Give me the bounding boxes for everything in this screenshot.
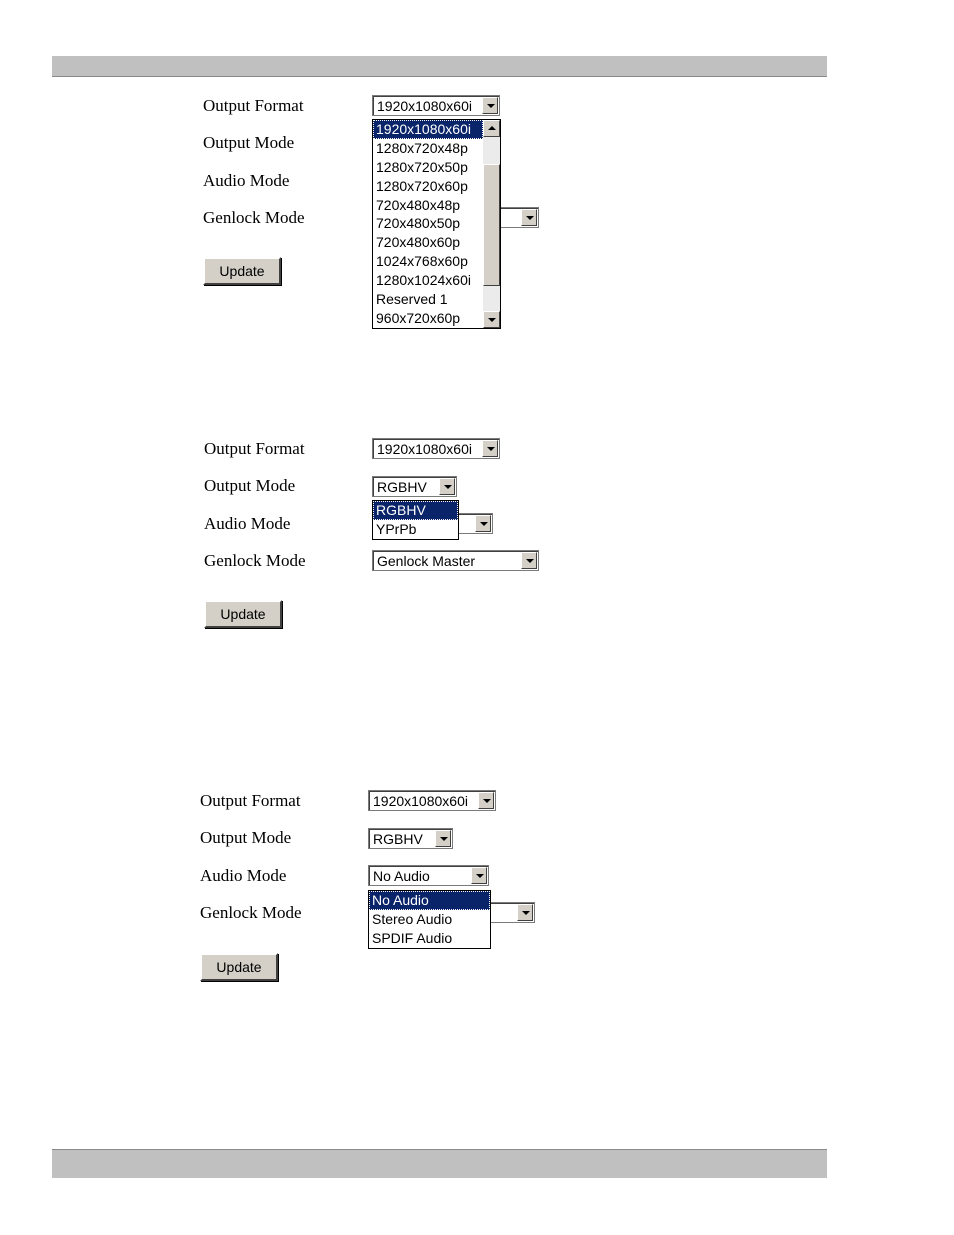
chevron-down-icon[interactable]: [475, 515, 491, 532]
option-list: [373, 120, 483, 328]
audio-mode-label: Audio Mode: [204, 514, 291, 533]
update-button[interactable]: Update: [200, 953, 278, 981]
scroll-down-icon[interactable]: [483, 311, 500, 328]
scroll-up-icon[interactable]: [483, 120, 500, 137]
panel-audio-mode-open: [200, 789, 540, 989]
list-item[interactable]: 720x480x50p: [376, 215, 461, 232]
list-item[interactable]: Reserved 1: [376, 291, 448, 308]
genlock-mode-value: Genlock Master: [377, 553, 476, 569]
output-mode-label: Output Mode: [203, 133, 295, 152]
update-button[interactable]: Update: [203, 257, 281, 285]
footer-bar: [52, 1149, 827, 1178]
audio-mode-label: Audio Mode: [203, 171, 290, 190]
output-mode-select[interactable]: [372, 476, 457, 497]
scroll-thumb[interactable]: [483, 164, 500, 286]
output-format-select[interactable]: [368, 790, 496, 811]
audio-mode-dropdown-list[interactable]: [368, 890, 491, 949]
chevron-down-icon[interactable]: [482, 440, 498, 457]
output-format-label: Output Format: [203, 96, 304, 115]
list-item[interactable]: 1280x720x60p: [376, 177, 468, 194]
output-mode-label: Output Mode: [204, 476, 296, 495]
list-item[interactable]: 1280x720x50p: [376, 158, 468, 175]
output-format-value: 1920x1080x60i: [377, 98, 472, 114]
header-bar: [52, 56, 827, 77]
genlock-mode-select[interactable]: [372, 550, 539, 571]
list-item[interactable]: Stereo Audio: [372, 910, 453, 927]
chevron-down-icon[interactable]: [478, 792, 494, 809]
genlock-mode-label: Genlock Mode: [204, 551, 306, 570]
output-format-dropdown-list[interactable]: [372, 119, 501, 329]
audio-mode-value: No Audio: [373, 868, 430, 884]
list-item[interactable]: 1280x1024x60i: [376, 272, 471, 289]
genlock-mode-label: Genlock Mode: [203, 208, 305, 227]
list-item[interactable]: 1280x720x48p: [376, 139, 468, 156]
output-format-label: Output Format: [200, 791, 301, 810]
output-format-select[interactable]: [372, 95, 500, 116]
chevron-down-icon[interactable]: [517, 904, 533, 921]
update-button[interactable]: Update: [204, 600, 282, 628]
list-item[interactable]: No Audio: [369, 891, 490, 910]
list-item[interactable]: SPDIF Audio: [372, 929, 453, 946]
list-item[interactable]: RGBHV: [373, 501, 458, 520]
output-format-label: Output Format: [204, 439, 305, 458]
chevron-down-icon[interactable]: [521, 552, 537, 569]
list-item[interactable]: 1920x1080x60i: [373, 120, 483, 139]
output-format-select[interactable]: [372, 438, 500, 459]
list-item[interactable]: 720x480x60p: [376, 234, 461, 251]
audio-mode-label: Audio Mode: [200, 866, 287, 885]
output-format-value: 1920x1080x60i: [377, 441, 472, 457]
chevron-down-icon[interactable]: [521, 209, 537, 226]
output-mode-value: RGBHV: [377, 479, 427, 495]
output-mode-dropdown-list[interactable]: [372, 500, 459, 540]
list-item[interactable]: 1024x768x60p: [376, 253, 468, 270]
panel-output-format-open: [203, 94, 543, 334]
chevron-down-icon[interactable]: [435, 830, 451, 847]
output-format-value: 1920x1080x60i: [373, 793, 468, 809]
list-item[interactable]: 960x720x60p: [376, 309, 461, 326]
output-mode-label: Output Mode: [200, 828, 292, 847]
chevron-down-icon[interactable]: [471, 867, 487, 884]
scrollbar[interactable]: [483, 120, 500, 328]
list-item[interactable]: YPrPb: [376, 520, 417, 537]
list-item[interactable]: 720x480x48p: [376, 196, 461, 213]
output-mode-value: RGBHV: [373, 831, 423, 847]
audio-mode-select[interactable]: [368, 865, 489, 886]
chevron-down-icon[interactable]: [482, 97, 498, 114]
chevron-down-icon[interactable]: [439, 478, 455, 495]
output-mode-select[interactable]: [368, 828, 453, 849]
genlock-mode-label: Genlock Mode: [200, 903, 302, 922]
panel-output-mode-open: [204, 437, 544, 637]
